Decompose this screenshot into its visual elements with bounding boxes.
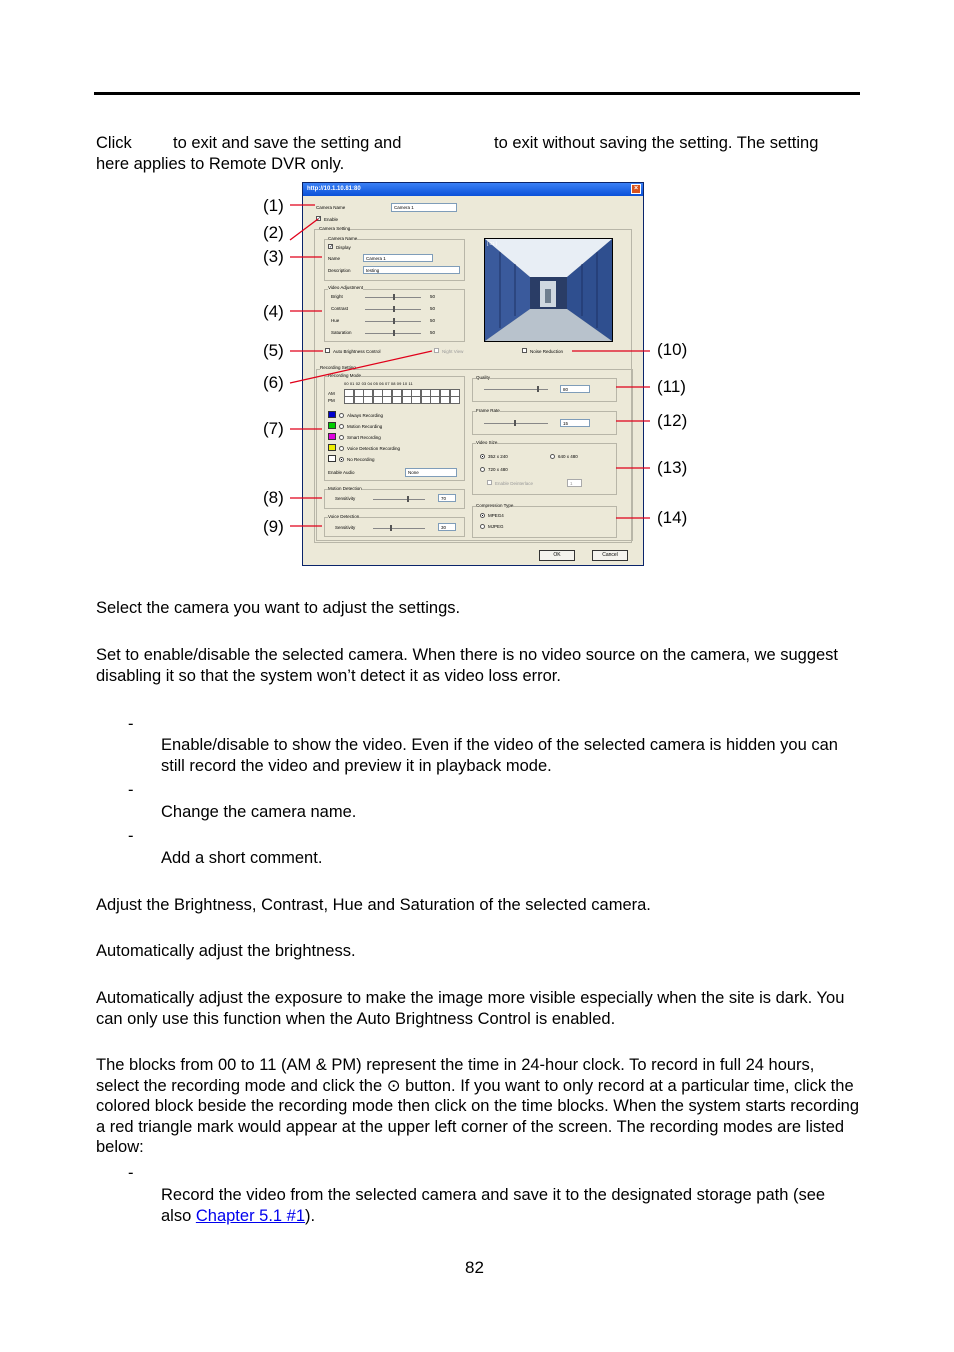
para-camera-select: Select the camera you want to adjust the settings. [96,599,461,617]
callout-13: (13) [657,458,688,477]
callout-12: (12) [657,411,688,430]
saturation-label: Saturation [331,330,352,335]
camera-name-label: Camera Name [316,205,346,210]
night-view-label: Night View [442,349,464,354]
dialog-title: http://10.1.10.81:80 [307,186,361,192]
callout-2: (2) [263,223,284,242]
recording-mode-label: Recording Mode [328,373,362,378]
close-icon[interactable]: × [631,184,641,194]
voice-detection-label: Voice Detection [328,514,360,519]
callout-1: (1) [263,196,284,215]
callout-4: (4) [263,302,284,321]
camera-name-group-label: Camera Name [328,236,358,241]
para-always-recording: Record the video from the selected camera and save it to the designated storage path (see also Chapter 5.1 #1). [161,1186,826,1225]
video-size-label: Video Size [476,440,498,445]
motion-sensitivity-value[interactable]: 70 [438,494,456,502]
frame-rate-label: Frame Rate [476,408,500,413]
para-recording-mode: The blocks from 00 to 11 (AM & PM) represent the time in 24-hour clock. To record in full 24 hours, select the recording mode and click the ⊙ button. If you want to only record at a particular time, click the colored block beside the recording mode then click on the time blocks. When the system starts recording a red triangle mark would appear at the upper left corner of the screen. The recording modes are listed below: [96,1056,860,1156]
para-enable: Set to enable/disable the selected camera. When there is no video source on the camera, we suggest disabling it so that the system won’t detect it as video loss error. [96,646,839,685]
intro-remote: here applies to Remote DVR only. [96,155,345,173]
bright-value: 50 [430,294,436,299]
para-name: Change the camera name. [161,803,357,821]
callout-5: (5) [263,341,284,360]
video-adjustment-label: Video Adjustment [328,285,363,290]
smart-recording-label: Smart Recording [347,435,381,440]
size-352-label: 352 x 240 [488,454,508,459]
intro-nosave: to exit without saving the setting. The setting [494,134,819,152]
size-640-label: 640 x 480 [558,454,578,459]
cancel-button[interactable]: Cancel [592,550,628,561]
contrast-value: 50 [430,306,436,311]
display-checkbox[interactable]: ✓ [329,244,334,250]
mpeg4-label: MPEG4 [488,513,504,518]
hour-labels: 00 01 02 03 04 05 06 07 08 09 10 11 [344,381,413,386]
display-label: Display [336,245,351,250]
callout-6: (6) [263,373,284,392]
callout-3: (3) [263,247,284,266]
dash-2: - [128,781,134,799]
voice-recording-label: Voice Detection Recording [347,446,401,451]
callout-10: (10) [657,340,688,359]
enable-label: Enable [324,217,339,222]
no-recording-label: No Recording [347,457,375,462]
callout-11: (11) [657,377,686,396]
quality-label: Quality [476,375,491,380]
enable-checkbox[interactable]: ✓ [317,216,322,222]
intro-click: Click [96,134,132,152]
preview-tag: [ 01 ] [487,241,498,246]
intro-save: to exit and save the setting and [173,134,402,152]
name-label: Name [328,256,341,261]
compression-label: Compression Type [476,503,514,508]
motion-recording-label: Motion Recording [347,424,383,429]
enable-audio-label: Enable Audio [328,470,355,475]
recording-setting-label: Recording Setting [320,365,356,370]
para-night-view: Automatically adjust the exposure to make the image more visible especially when the site is dark. You can only use this function when the Auto Brightness Control is enabled. [96,989,845,1028]
motion-sensitivity-label: Sensitivity [335,496,356,501]
bright-label: Bright [331,294,343,299]
para-video-adjust: Adjust the Brightness, Contrast, Hue and Saturation of the selected camera. [96,896,651,914]
quality-value[interactable]: 80 [560,385,590,393]
voice-sensitivity-label: Sensitivity [335,525,356,530]
always-recording-label: Always Recording [347,413,384,418]
motion-detection-label: Motion Detection [328,486,362,491]
deinterlace-label: Enable Deinterlace [495,481,534,486]
hue-label: Hue [331,318,340,323]
dash-1: - [128,715,134,733]
chapter-link[interactable]: Chapter 5.1 #1 [195,1206,306,1225]
callout-9: (9) [263,517,284,536]
para-display: Enable/disable to show the video. Even if the video of the selected camera is hidden you can still record the video and preview it in playback mode. [161,736,838,775]
para-description: Add a short comment. [161,849,323,867]
hue-value: 50 [430,318,436,323]
enable-audio-select[interactable]: None [405,468,457,477]
camera-setting-label: Camera Setting [319,226,351,231]
frame-rate-value[interactable]: 15 [560,419,590,427]
voice-sensitivity-value[interactable]: 30 [438,523,456,531]
para-auto-brightness: Automatically adjust the brightness. [96,942,356,960]
dash-3: - [128,827,134,845]
page-number: 82 [465,1258,484,1277]
callout-7: (7) [263,419,284,438]
ok-button[interactable]: OK [539,550,575,561]
size-720-label: 720 x 480 [488,467,508,472]
callout-14: (14) [657,508,688,527]
callout-8: (8) [263,488,284,507]
saturation-value: 50 [430,330,436,335]
callout-leader-lines [0,0,954,600]
name-field[interactable]: Camera 1 [363,254,433,262]
dash-4: - [128,1164,134,1182]
contrast-label: Contrast [331,306,349,311]
pm-label: PM [328,398,335,403]
description-label: Description [328,268,351,273]
am-label: AM [328,391,335,396]
auto-brightness-label: Auto Brightness Control [333,349,381,354]
deinterlace-select[interactable]: 1 [567,479,582,487]
noise-reduction-label: Noise Reduction [530,349,564,354]
camera-select[interactable]: Camera 1 [391,203,457,212]
description-field[interactable]: testing [363,266,460,274]
mjpeg-label: MJPEG [488,524,504,529]
